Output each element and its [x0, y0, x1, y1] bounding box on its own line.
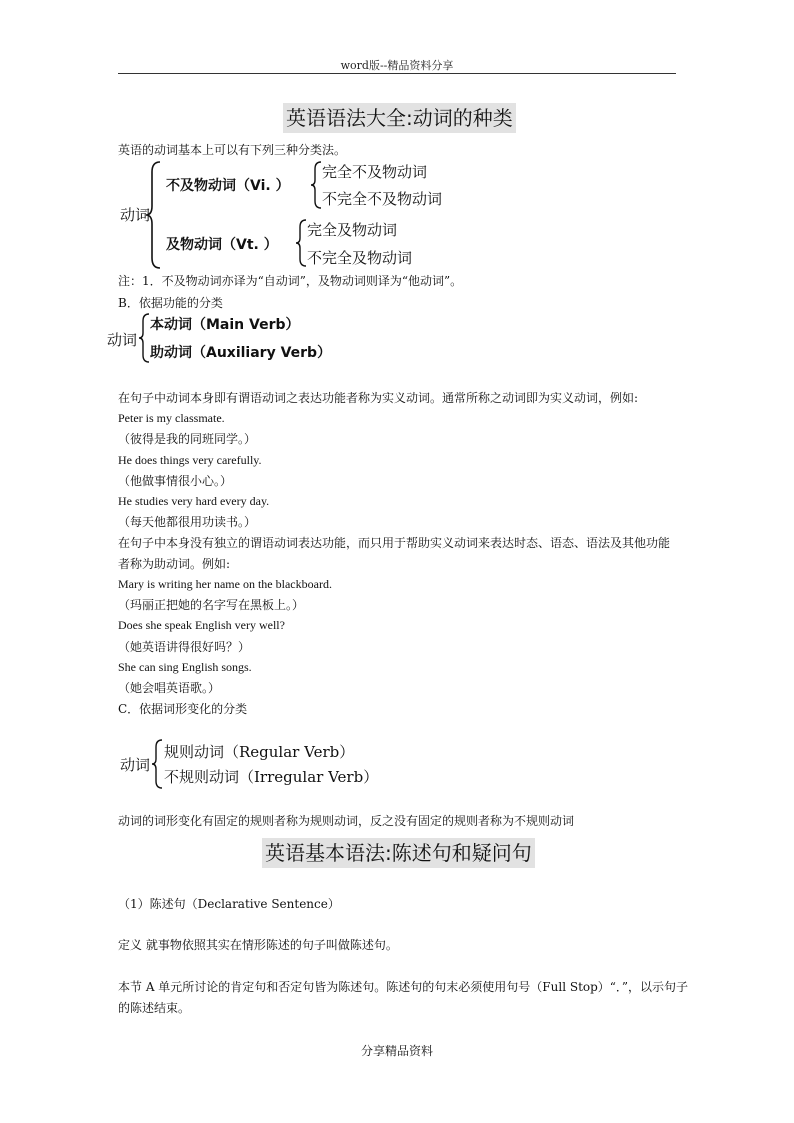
example-5-en: Does she speak English very well?: [118, 618, 285, 632]
example-4-en: Mary is writing her name on the blackboard.: [118, 577, 332, 591]
diagram3-irregular: 不规则动词（Irregular Verb）: [164, 768, 379, 786]
paragraph-declarative-line-2: 的陈述结束。: [118, 1001, 191, 1015]
diagram1-vi-brace: [309, 160, 323, 210]
paragraph-aux-line-2: 者称为助动词。例如:: [118, 557, 231, 571]
diagram2-root: 动词: [107, 331, 138, 349]
paragraph-regular-irregular: 动词的词形变化有固定的规则者称为规则动词，反之没有固定的规则者称为不规则动词: [118, 814, 575, 828]
diagram2-main-verb: 本动词（Main Verb）: [150, 317, 300, 333]
diagram1-vt: 及物动词（Vt. ）: [166, 237, 278, 253]
diagram1-vi: 不及物动词（Vi. ）: [166, 178, 290, 194]
diagram1-root: 动词: [120, 206, 151, 224]
example-3-cn: （每天他都很用功读书。）: [118, 515, 257, 529]
paragraph-main-verb: 在句子中动词本身即有谓语动词之表达功能者称为实义动词。通常所称之动词即为实义动词，例如:: [118, 391, 639, 405]
example-5-cn: （她英语讲得很好吗？）: [118, 640, 251, 654]
diagram2-auxiliary-verb: 助动词（Auxiliary Verb）: [150, 345, 332, 361]
example-4-cn: （玛丽正把她的名字写在黑板上。）: [118, 598, 305, 612]
example-2-cn: （他做事情很小心。）: [118, 474, 233, 488]
definition-declarative: 定义 就事物依照其实在情形陈述的句子叫做陈述句。: [118, 938, 398, 952]
title-verb-types: 英语语法大全:动词的种类: [283, 103, 516, 133]
paragraph-aux-line-1: 在句子中本身没有独立的谓语动词表达功能，而只用于帮助实义动词来表达时态、语态、语法及其他功能: [118, 536, 671, 550]
diagram1-main-brace: [144, 160, 164, 270]
page-header: word版--精品资料分享: [340, 59, 454, 72]
diagram3-brace: [150, 738, 164, 790]
subheading-declarative: （1）陈述句（Declarative Sentence）: [118, 897, 340, 911]
diagram3-root: 动词: [120, 756, 151, 774]
diagram1-vi-sub-2: 不完全不及物动词: [322, 190, 443, 208]
example-3-en: He studies very hard every day.: [118, 494, 270, 508]
section-c-heading: C．依据词形变化的分类: [118, 702, 248, 716]
diagram3-regular: 规则动词（Regular Verb）: [164, 743, 355, 761]
example-6-en: She can sing English songs.: [118, 660, 252, 674]
note-1: 注：1．不及物动词亦译为“自动词”，及物动词则译为“他动词”。: [118, 274, 463, 288]
diagram1-vi-sub-1: 完全不及物动词: [322, 163, 428, 181]
example-2-en: He does things very carefully.: [118, 453, 262, 467]
diagram1-vt-brace: [294, 218, 308, 268]
example-1-en: Peter is my classmate.: [118, 411, 225, 425]
title-sentence-types: 英语基本语法:陈述句和疑问句: [262, 838, 535, 868]
example-6-cn: （她会唱英语歌。）: [118, 681, 221, 695]
intro-text: 英语的动词基本上可以有下列三种分类法。: [118, 143, 347, 157]
paragraph-declarative-line-1: 本节 A 单元所讨论的肯定句和否定句皆为陈述句。陈述句的句末必须使用句号（Full Stop）“．”，以示句子: [118, 980, 689, 994]
header-rule: [118, 73, 676, 74]
example-1-cn: （彼得是我的同班同学。）: [118, 432, 257, 446]
diagram1-vt-sub-1: 完全及物动词: [307, 221, 398, 239]
section-b-heading: B．依据功能的分类: [118, 296, 223, 310]
diagram2-brace: [137, 312, 151, 364]
diagram1-vt-sub-2: 不完全及物动词: [307, 249, 413, 267]
page-footer: 分享精品资料: [360, 1044, 433, 1058]
